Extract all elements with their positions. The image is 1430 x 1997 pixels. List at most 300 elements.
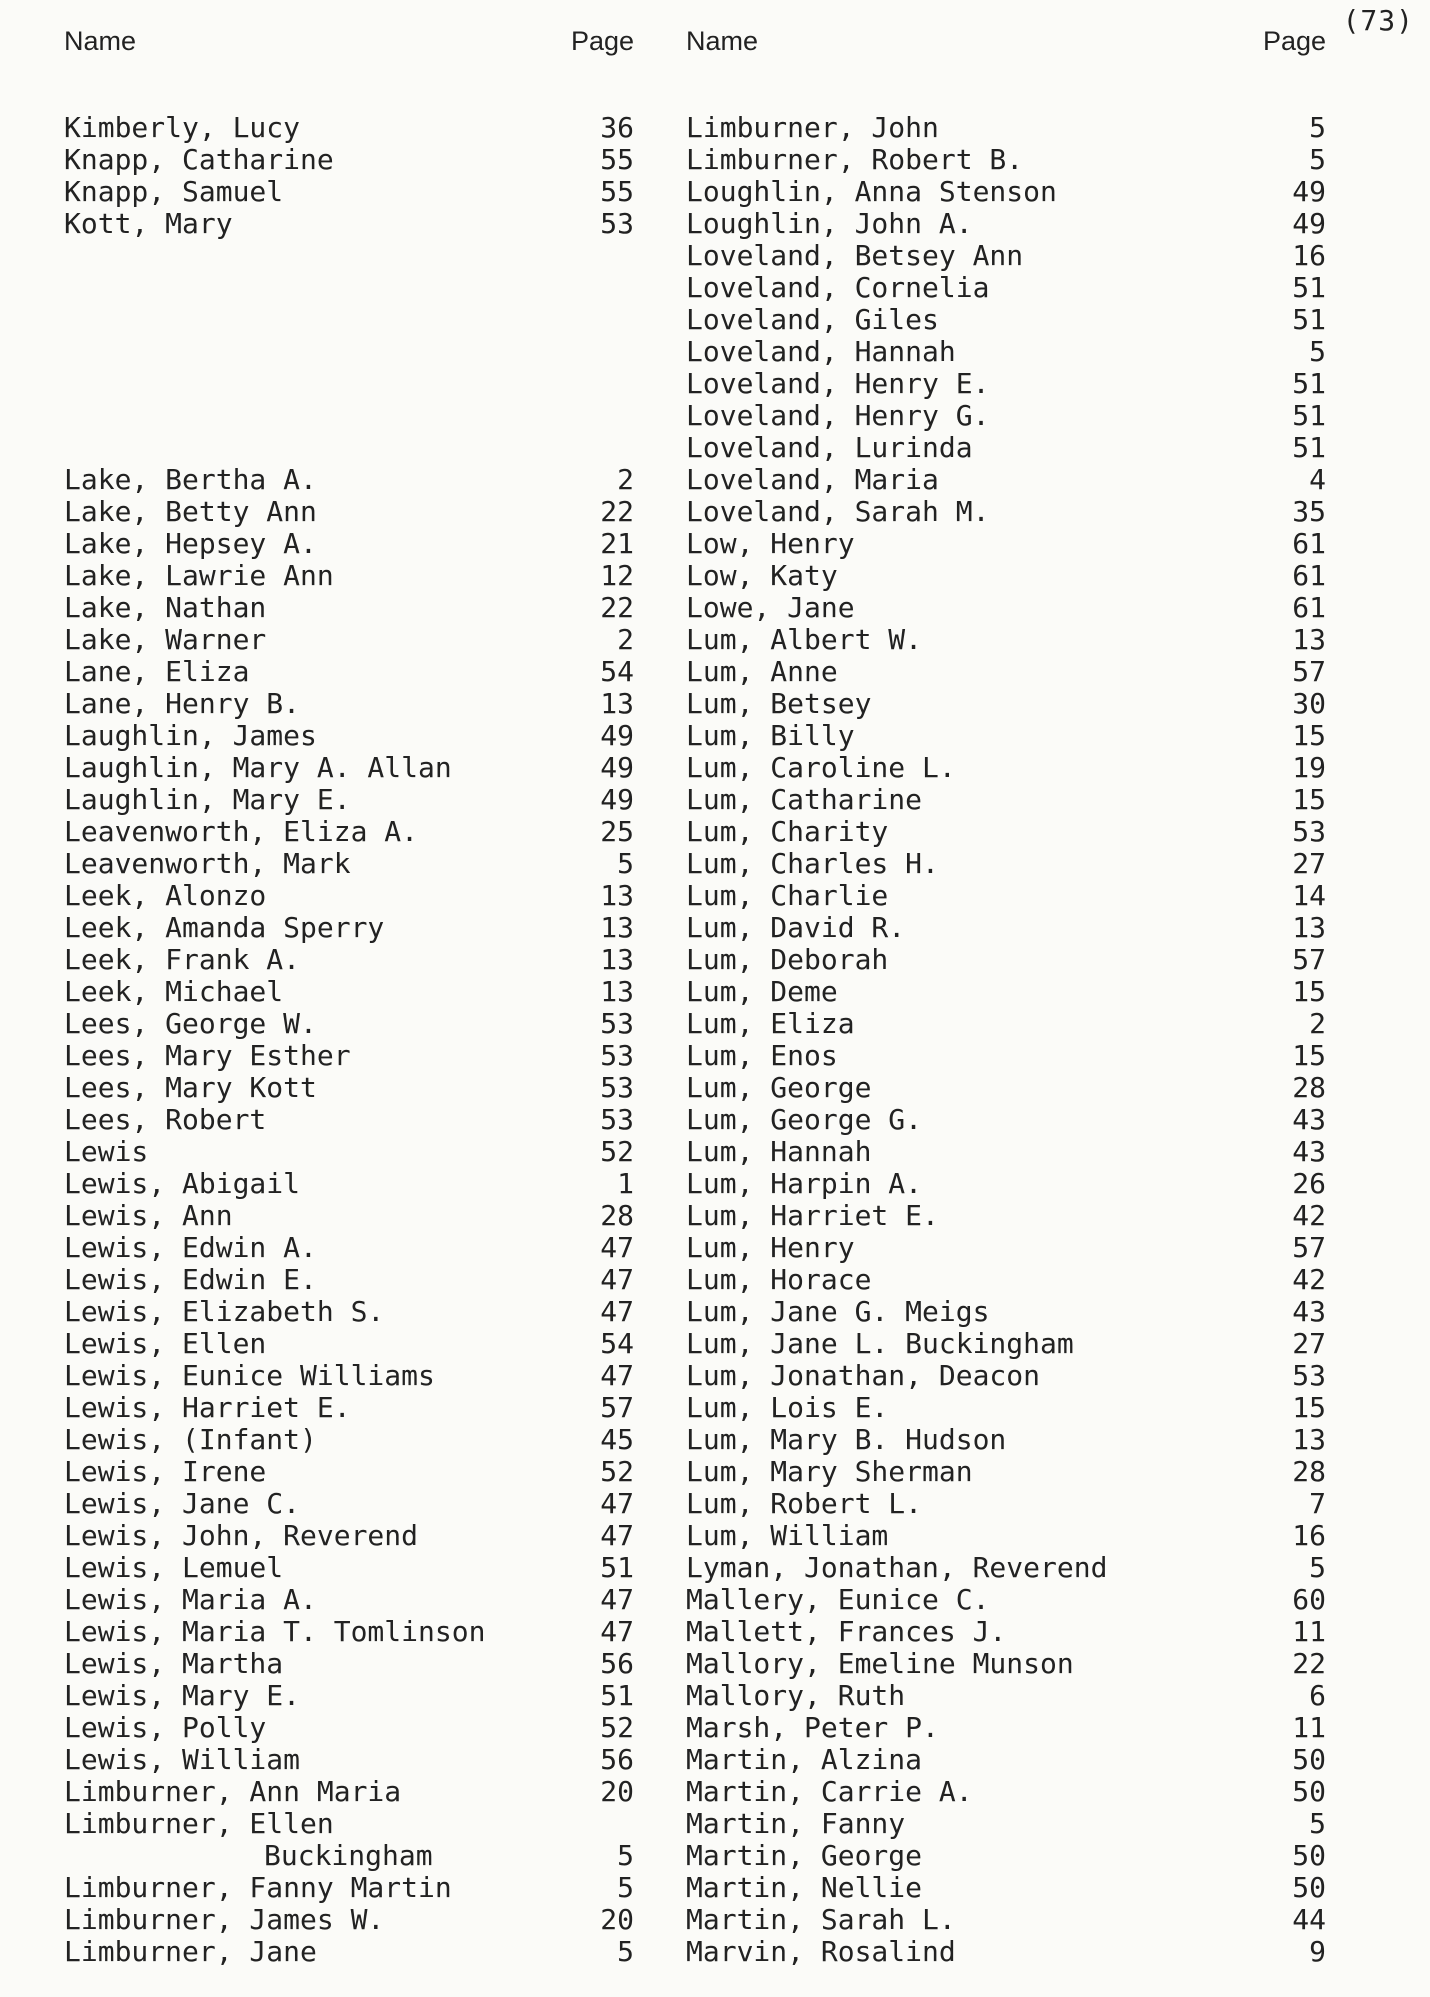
- entry-name: Lewis, Mary E.: [64, 1679, 301, 1712]
- index-entry: [686, 1168, 1326, 1200]
- right-entry-list: [686, 112, 1326, 1968]
- index-entry: [686, 688, 1326, 720]
- entry-name: Kimberly, Lucy: [64, 111, 301, 144]
- index-entry: [686, 400, 1326, 432]
- entry-page: 5: [1309, 1807, 1326, 1840]
- entry-name: Lum, Jane G. Meigs: [686, 1295, 990, 1328]
- entry-page: 53: [600, 1007, 634, 1040]
- entry-page: 7: [1309, 1487, 1326, 1520]
- entry-page: 51: [600, 1679, 634, 1712]
- index-entry: [64, 592, 634, 624]
- index-entry: [686, 1584, 1326, 1616]
- index-entry: [686, 1264, 1326, 1296]
- entry-name: Lake, Warner: [64, 623, 267, 656]
- index-entry: [686, 1296, 1326, 1328]
- entry-page: 27: [1292, 1327, 1326, 1360]
- entry-name: Lum, George G.: [686, 1103, 923, 1136]
- entry-page: 52: [600, 1455, 634, 1488]
- entry-page: 1: [617, 1167, 634, 1200]
- index-entry: [686, 1136, 1326, 1168]
- index-entry: [686, 240, 1326, 272]
- entry-name: Lum, Deborah: [686, 943, 889, 976]
- index-entry: [686, 1520, 1326, 1552]
- entry-page: 2: [1309, 1007, 1326, 1040]
- entry-name: Low, Henry: [686, 527, 855, 560]
- entry-name: Lees, Mary Kott: [64, 1071, 317, 1104]
- entry-page: 55: [600, 175, 634, 208]
- index-entry: [64, 720, 634, 752]
- index-entry: [64, 944, 634, 976]
- index-entry: [686, 848, 1326, 880]
- index-entry: [686, 112, 1326, 144]
- entry-name: Martin, Carrie A.: [686, 1775, 973, 1808]
- entry-page: 45: [600, 1423, 634, 1456]
- entry-page: 42: [1292, 1199, 1326, 1232]
- index-entry: [64, 1456, 634, 1488]
- index-entry: [686, 1232, 1326, 1264]
- index-entry: [686, 944, 1326, 976]
- entry-name: Lum, Catharine: [686, 783, 923, 816]
- index-entry: [64, 784, 634, 816]
- index-entry: [686, 1776, 1326, 1808]
- entry-name: Lake, Bertha A.: [64, 463, 317, 496]
- entry-name: Lum, George: [686, 1071, 872, 1104]
- index-entry: [686, 432, 1326, 464]
- entry-name: Low, Katy: [686, 559, 838, 592]
- entry-page: 36: [600, 111, 634, 144]
- index-entry: [64, 1520, 634, 1552]
- entry-page: 9: [1309, 1935, 1326, 1968]
- entry-name: Lewis, Maria T. Tomlinson: [64, 1615, 486, 1648]
- entry-name: Lum, Charles H.: [686, 847, 939, 880]
- index-entry: [64, 1328, 634, 1360]
- entry-page: 2: [617, 623, 634, 656]
- entry-name: Loveland, Giles: [686, 303, 939, 336]
- entry-name: Mallory, Emeline Munson: [686, 1647, 1074, 1680]
- index-entry: [686, 272, 1326, 304]
- name-header: Name: [64, 26, 137, 56]
- entry-name: Lum, Hannah: [686, 1135, 872, 1168]
- entry-name: Mallory, Ruth: [686, 1679, 906, 1712]
- entry-page: 26: [1292, 1167, 1326, 1200]
- index-entry: [64, 144, 634, 176]
- entry-page: 51: [1292, 367, 1326, 400]
- entry-page: 47: [600, 1231, 634, 1264]
- entry-page: 21: [600, 527, 634, 560]
- entry-name: Lum, Jonathan, Deacon: [686, 1359, 1041, 1392]
- index-entry: [686, 144, 1326, 176]
- index-entry: [64, 816, 634, 848]
- entry-page: 20: [600, 1775, 634, 1808]
- entry-page: 5: [1309, 111, 1326, 144]
- entry-name: Leek, Michael: [64, 975, 284, 1008]
- entry-name: Lewis, Maria A.: [64, 1583, 317, 1616]
- index-entry: [64, 848, 634, 880]
- index-entry: [64, 1872, 634, 1904]
- entry-name: Lum, Charlie: [686, 879, 889, 912]
- entry-name: Lum, Robert L.: [686, 1487, 923, 1520]
- header-gap: [686, 66, 1326, 112]
- entry-name: Martin, Fanny: [686, 1807, 906, 1840]
- entry-page: 57: [1292, 655, 1326, 688]
- entry-page: 13: [600, 687, 634, 720]
- entry-page: 57: [1292, 943, 1326, 976]
- right-column-header: [686, 26, 1326, 66]
- index-entry: [64, 656, 634, 688]
- entry-page: 56: [600, 1647, 634, 1680]
- entry-name: Limburner, Robert B.: [686, 143, 1024, 176]
- index-entry: [686, 1424, 1326, 1456]
- index-entry: [686, 1904, 1326, 1936]
- entry-name: Martin, Nellie: [686, 1871, 923, 1904]
- index-entry: [64, 528, 634, 560]
- entry-page: 4: [1309, 463, 1326, 496]
- entry-page: 25: [600, 815, 634, 848]
- entry-page: 35: [1292, 495, 1326, 528]
- entry-name: Lewis, Lemuel: [64, 1551, 284, 1584]
- entry-page: 51: [1292, 431, 1326, 464]
- index-entry: [64, 1712, 634, 1744]
- entry-page: 51: [600, 1551, 634, 1584]
- entry-page: 52: [600, 1135, 634, 1168]
- entry-name: Lane, Henry B.: [64, 687, 301, 720]
- entry-page: 44: [1292, 1903, 1326, 1936]
- index-entry: [64, 752, 634, 784]
- entry-page: 57: [600, 1391, 634, 1424]
- index-entry: [686, 784, 1326, 816]
- entry-page: 15: [1292, 719, 1326, 752]
- index-entry: [64, 1552, 634, 1584]
- entry-page: 19: [1292, 751, 1326, 784]
- entry-name: Lum, Anne: [686, 655, 838, 688]
- index-entry: [686, 1200, 1326, 1232]
- entry-name: Lewis, (Infant): [64, 1423, 317, 1456]
- index-entry: [64, 1584, 634, 1616]
- entry-name: Lum, Harriet E.: [686, 1199, 939, 1232]
- entry-name: Lake, Betty Ann: [64, 495, 317, 528]
- entry-page: 5: [617, 1935, 634, 1968]
- entry-name: Lewis, John, Reverend: [64, 1519, 419, 1552]
- index-entry: [64, 1264, 634, 1296]
- index-entry: [686, 592, 1326, 624]
- entry-page: 53: [1292, 1359, 1326, 1392]
- index-entry: [64, 1424, 634, 1456]
- entry-page: 13: [600, 975, 634, 1008]
- entry-name: Lewis, Jane C.: [64, 1487, 301, 1520]
- entry-name: Limburner, Fanny Martin: [64, 1871, 452, 1904]
- entry-name: Loveland, Cornelia: [686, 271, 990, 304]
- entry-name: Martin, George: [686, 1839, 923, 1872]
- index-entry: [64, 1360, 634, 1392]
- entry-name: Lum, Billy: [686, 719, 855, 752]
- left-column-header: [64, 26, 634, 66]
- entry-page: 50: [1292, 1871, 1326, 1904]
- entry-name: Laughlin, Mary E.: [64, 783, 351, 816]
- entry-name: Leavenworth, Eliza A.: [64, 815, 419, 848]
- entry-name: Lum, David R.: [686, 911, 906, 944]
- entry-page: 13: [600, 911, 634, 944]
- index-entry: [64, 1808, 634, 1840]
- index-entry: [686, 1552, 1326, 1584]
- entry-name: Loveland, Henry E.: [686, 367, 990, 400]
- entry-name: Mallett, Frances J.: [686, 1615, 1007, 1648]
- index-entry: [686, 656, 1326, 688]
- entry-name: Limburner, James W.: [64, 1903, 385, 1936]
- index-entry: [64, 1008, 634, 1040]
- left-column: [64, 26, 634, 1968]
- index-entry: [686, 1488, 1326, 1520]
- entry-page: 49: [1292, 207, 1326, 240]
- entry-name: Lewis, Irene: [64, 1455, 267, 1488]
- index-entry: [686, 720, 1326, 752]
- entry-page: 54: [600, 655, 634, 688]
- index-entry: [686, 1104, 1326, 1136]
- entry-page: 27: [1292, 847, 1326, 880]
- entry-page: 53: [600, 1103, 634, 1136]
- entry-name: Lewis: [64, 1135, 149, 1168]
- page-number: (73): [1342, 4, 1414, 37]
- index-entry: [686, 1712, 1326, 1744]
- index-entry: [686, 1072, 1326, 1104]
- section-gap: [64, 240, 634, 464]
- entry-page: 53: [600, 207, 634, 240]
- entry-page: 49: [1292, 175, 1326, 208]
- entry-page: 13: [600, 943, 634, 976]
- entry-name: Lum, Caroline L.: [686, 751, 956, 784]
- index-entry: [64, 1072, 634, 1104]
- index-entry: [686, 1456, 1326, 1488]
- index-entry: [64, 1840, 634, 1872]
- index-entry: [64, 112, 634, 144]
- entry-page: 5: [617, 847, 634, 880]
- entry-page: 16: [1292, 239, 1326, 272]
- entry-page: 51: [1292, 303, 1326, 336]
- entry-page: 5: [617, 1839, 634, 1872]
- entry-page: 15: [1292, 783, 1326, 816]
- right-column: [686, 26, 1326, 1968]
- entry-page: 49: [600, 783, 634, 816]
- entry-name: Lees, Mary Esther: [64, 1039, 351, 1072]
- entry-name: Loveland, Lurinda: [686, 431, 973, 464]
- entry-page: 60: [1292, 1583, 1326, 1616]
- index-entry: [686, 624, 1326, 656]
- entry-name: Loveland, Sarah M.: [686, 495, 990, 528]
- entry-page: 51: [1292, 271, 1326, 304]
- index-entry: [686, 1392, 1326, 1424]
- entry-name: Lum, Charity: [686, 815, 889, 848]
- entry-page: 61: [1292, 527, 1326, 560]
- entry-name: Loveland, Betsey Ann: [686, 239, 1024, 272]
- entry-page: 49: [600, 719, 634, 752]
- entry-name: Lum, Harpin A.: [686, 1167, 923, 1200]
- header-gap: [64, 66, 634, 112]
- entry-page: 43: [1292, 1103, 1326, 1136]
- entry-name: Leek, Frank A.: [64, 943, 301, 976]
- index-entry: [64, 496, 634, 528]
- index-entry: [686, 304, 1326, 336]
- entry-name: Loveland, Henry G.: [686, 399, 990, 432]
- index-entry: [64, 1776, 634, 1808]
- entry-name: Knapp, Catharine: [64, 143, 334, 176]
- index-entry: [64, 1104, 634, 1136]
- entry-name: Limburner, Ellen: [64, 1807, 334, 1840]
- entry-name: Kott, Mary: [64, 207, 233, 240]
- entry-name: Loughlin, Anna Stenson: [686, 175, 1057, 208]
- entry-page: 11: [1292, 1615, 1326, 1648]
- index-entry: [64, 880, 634, 912]
- index-entry: [64, 1200, 634, 1232]
- entry-page: 22: [1292, 1647, 1326, 1680]
- entry-page: 49: [600, 751, 634, 784]
- index-entry: [64, 464, 634, 496]
- entry-name: Buckingham: [264, 1839, 433, 1872]
- entry-name: Marvin, Rosalind: [686, 1935, 956, 1968]
- index-entry: [64, 1136, 634, 1168]
- entry-name: Lum, Jane L. Buckingham: [686, 1327, 1074, 1360]
- page-header: Page: [570, 26, 634, 56]
- entry-page: 55: [600, 143, 634, 176]
- entry-name: Lewis, Edwin A.: [64, 1231, 317, 1264]
- page-header: Page: [1262, 26, 1326, 56]
- entry-name: Leek, Amanda Sperry: [64, 911, 385, 944]
- entry-name: Lake, Nathan: [64, 591, 267, 624]
- entry-name: Lum, Betsey: [686, 687, 872, 720]
- entry-page: 5: [1309, 1551, 1326, 1584]
- entry-page: 16: [1292, 1519, 1326, 1552]
- entry-page: 43: [1292, 1135, 1326, 1168]
- entry-page: 20: [600, 1903, 634, 1936]
- entry-name: Lewis, Ann: [64, 1199, 233, 1232]
- entry-page: 13: [1292, 623, 1326, 656]
- entry-page: 12: [600, 559, 634, 592]
- entry-page: 11: [1292, 1711, 1326, 1744]
- entry-page: 15: [1292, 975, 1326, 1008]
- index-entry: [686, 1872, 1326, 1904]
- index-entry: [686, 496, 1326, 528]
- index-entry: [64, 976, 634, 1008]
- entry-name: Lum, Mary Sherman: [686, 1455, 973, 1488]
- entry-name: Lewis, Harriet E.: [64, 1391, 351, 1424]
- entry-page: 15: [1292, 1039, 1326, 1072]
- index-entry: [686, 976, 1326, 1008]
- entry-page: 52: [600, 1711, 634, 1744]
- index-entry: [64, 1744, 634, 1776]
- entry-name: Lyman, Jonathan, Reverend: [686, 1551, 1108, 1584]
- index-entry: [686, 1648, 1326, 1680]
- entry-page: 28: [1292, 1071, 1326, 1104]
- entry-page: 50: [1292, 1743, 1326, 1776]
- entry-page: 42: [1292, 1263, 1326, 1296]
- index-entry: [64, 176, 634, 208]
- entry-name: Lum, Horace: [686, 1263, 872, 1296]
- entry-name: Laughlin, James: [64, 719, 317, 752]
- index-entry: [686, 1808, 1326, 1840]
- entry-page: 5: [617, 1871, 634, 1904]
- entry-name: Lum, Albert W.: [686, 623, 923, 656]
- entry-page: 47: [600, 1359, 634, 1392]
- entry-name: Lees, George W.: [64, 1007, 317, 1040]
- entry-page: 53: [600, 1039, 634, 1072]
- entry-page: 50: [1292, 1839, 1326, 1872]
- index-entry: [64, 1904, 634, 1936]
- index-entry: [686, 752, 1326, 784]
- entry-name: Lewis, Eunice Williams: [64, 1359, 435, 1392]
- index-entry: [64, 1616, 634, 1648]
- entry-page: 13: [1292, 911, 1326, 944]
- index-entry: [686, 368, 1326, 400]
- entry-page: 47: [600, 1295, 634, 1328]
- index-entry: [686, 816, 1326, 848]
- entry-page: 28: [600, 1199, 634, 1232]
- index-entry: [686, 1616, 1326, 1648]
- index-entry: [686, 1936, 1326, 1968]
- entry-name: Lum, Enos: [686, 1039, 838, 1072]
- entry-name: Lum, William: [686, 1519, 889, 1552]
- entry-name: Lum, Deme: [686, 975, 838, 1008]
- index-entry: [686, 1040, 1326, 1072]
- entry-name: Lewis, Elizabeth S.: [64, 1295, 385, 1328]
- index-entry: [64, 1488, 634, 1520]
- entry-name: Lum, Henry: [686, 1231, 855, 1264]
- entry-name: Limburner, Jane: [64, 1935, 317, 1968]
- index-entry: [64, 560, 634, 592]
- entry-page: 5: [1309, 335, 1326, 368]
- index-entry: [686, 208, 1326, 240]
- index-entry: [64, 1680, 634, 1712]
- entry-name: Limburner, Ann Maria: [64, 1775, 402, 1808]
- index-entry: [686, 528, 1326, 560]
- index-entry: [686, 1008, 1326, 1040]
- entry-name: Lees, Robert: [64, 1103, 267, 1136]
- entry-name: Lane, Eliza: [64, 655, 250, 688]
- index-entry: [64, 1296, 634, 1328]
- entry-page: 47: [600, 1519, 634, 1552]
- entry-name: Lewis, Martha: [64, 1647, 284, 1680]
- entry-name: Lewis, Abigail: [64, 1167, 301, 1200]
- index-entry: [686, 176, 1326, 208]
- entry-name: Lum, Lois E.: [686, 1391, 889, 1424]
- entry-page: 57: [1292, 1231, 1326, 1264]
- entry-name: Loveland, Hannah: [686, 335, 956, 368]
- entry-page: 6: [1309, 1679, 1326, 1712]
- index-entry: [64, 1936, 634, 1968]
- entry-name: Martin, Sarah L.: [686, 1903, 956, 1936]
- index-entry: [686, 560, 1326, 592]
- entry-page: 50: [1292, 1775, 1326, 1808]
- entry-name: Lum, Mary B. Hudson: [686, 1423, 1007, 1456]
- entry-page: 22: [600, 495, 634, 528]
- entry-page: 61: [1292, 559, 1326, 592]
- left-entry-list: [64, 112, 634, 1968]
- entry-name: Lowe, Jane: [686, 591, 855, 624]
- index-entry: [64, 1040, 634, 1072]
- entry-page: 13: [600, 879, 634, 912]
- entry-name: Lewis, Edwin E.: [64, 1263, 317, 1296]
- entry-name: Loveland, Maria: [686, 463, 939, 496]
- entry-page: 47: [600, 1583, 634, 1616]
- index-entry: [686, 1360, 1326, 1392]
- entry-name: Laughlin, Mary A. Allan: [64, 751, 452, 784]
- index-entry: [64, 1168, 634, 1200]
- entry-page: 61: [1292, 591, 1326, 624]
- entry-page: 54: [600, 1327, 634, 1360]
- entry-name: Lum, Eliza: [686, 1007, 855, 1040]
- index-entry: [686, 336, 1326, 368]
- index-entry: [64, 1648, 634, 1680]
- entry-page: 22: [600, 591, 634, 624]
- entry-name: Mallery, Eunice C.: [686, 1583, 990, 1616]
- entry-page: 13: [1292, 1423, 1326, 1456]
